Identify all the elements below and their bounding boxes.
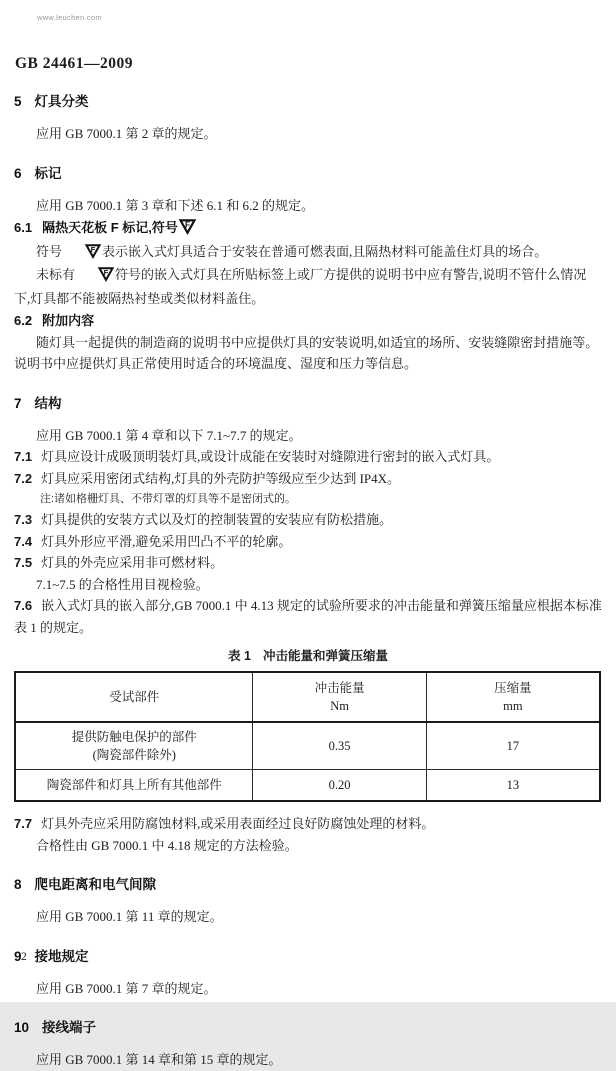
- header-text: 压缩量: [494, 681, 532, 695]
- clause-6-2-body: 随灯具一起提供的制造商的说明书中应提供灯具的安装说明,如适宜的场所、安装缝隙密封措施等。说明书中应提供灯具正常使用时适合的环境温度、湿度和压力等信息。: [14, 334, 599, 371]
- clause-text: 灯具外壳应采用防腐蚀材料,或采用表面经过良好防腐蚀处理的材料。: [41, 816, 435, 831]
- section-8-heading: [14, 875, 602, 895]
- clause-7-7: [14, 813, 602, 835]
- clause-text: 灯具应设计成吸顶明装灯具,或设计成能在安装时对缝隙进行密封的嵌入式灯具。: [41, 449, 500, 464]
- svg-text:F: F: [184, 219, 190, 230]
- section-title: 爬电距离和电气间隙: [34, 877, 157, 892]
- cell-part: [15, 722, 253, 770]
- clause-7-5-extra: 7.1~7.5 的合格性用目视检验。: [36, 576, 209, 592]
- clause-7-5: [14, 552, 602, 574]
- cell-compression: 13: [426, 770, 600, 802]
- header-text: 受试部件: [109, 690, 160, 704]
- section-title: 灯具分类: [34, 94, 89, 109]
- section-number: 8: [14, 877, 22, 892]
- section-6-body: 应用 GB 7000.1 第 3 章和下述 6.1 和 6.2 的规定。: [36, 197, 315, 213]
- clause-text: 灯具应采用密闭式结构,灯具的外壳防护等级应至少达到 IP4X。: [41, 470, 401, 486]
- clause-7-2: [14, 468, 602, 490]
- clause-6-1-heading: [14, 217, 602, 241]
- cell-text: 提供防触电保护的部件: [71, 730, 197, 744]
- page-content: [14, 0, 602, 1071]
- clause-number: 6.2: [14, 313, 33, 328]
- cell-text: (陶瓷部件除外): [92, 748, 176, 762]
- section-7-body: 应用 GB 7000.1 第 4 章和以下 7.1~7.7 的规定。: [36, 427, 302, 443]
- header-text: 冲击能量: [314, 681, 365, 695]
- section-6-heading: [14, 164, 602, 184]
- section-5-heading: [14, 92, 602, 112]
- clause-7-6: [14, 595, 602, 638]
- section-title: 结构: [34, 395, 62, 411]
- standard-number: GB 24461—2009: [15, 55, 134, 72]
- section-5-body: 应用 GB 7000.1 第 2 章的规定。: [36, 126, 217, 141]
- clause-6-2-heading: [14, 310, 602, 332]
- clause-number: 7.3: [14, 512, 33, 527]
- f-mark-icon: [63, 243, 101, 265]
- site-watermark: www.leuchen.com: [37, 13, 102, 22]
- page-number: 2: [21, 951, 27, 963]
- clause-text: 嵌入式灯具的嵌入部分,GB 7000.1 中 4.13 规定的试验所要求的冲击能量和弹簧压缩量应根据本标准表 1 的规定。: [14, 598, 602, 635]
- clause-number: 7.5: [14, 555, 33, 570]
- table-1-caption: [14, 646, 602, 664]
- f-mark-icon: [179, 219, 196, 241]
- section-9-body: 应用 GB 7000.1 第 7 章的规定。: [36, 980, 217, 996]
- section-7-heading: [14, 394, 602, 414]
- section-title: 标记: [34, 165, 62, 181]
- cell-compression: 17: [426, 722, 600, 770]
- table-header-row: [15, 672, 600, 722]
- f-mark-icon: [76, 266, 114, 288]
- text-run: 未标有: [36, 267, 76, 282]
- section-9-heading: [14, 947, 602, 967]
- clause-number: 7.7: [14, 816, 33, 831]
- clause-7-7-extra: 合格性由 GB 7000.1 中 4.18 规定的方法检验。: [36, 837, 298, 853]
- section-number: 7: [14, 395, 22, 411]
- section-8-body: 应用 GB 7000.1 第 11 章的规定。: [36, 909, 223, 924]
- clause-number: 7.2: [14, 470, 33, 486]
- clause-number: 7.4: [14, 533, 33, 549]
- section-10-heading: [14, 1018, 602, 1038]
- table-title: 冲击能量和弹簧压缩量: [262, 649, 388, 663]
- clause-number: 6.1: [14, 220, 33, 235]
- clause-7-1: [14, 446, 602, 468]
- column-header-part: [15, 672, 253, 722]
- header-unit: Nm: [330, 699, 349, 713]
- clause-7-3: [14, 509, 602, 531]
- clause-text: 灯具的外壳应采用非可燃材料。: [41, 555, 224, 570]
- clause-number: 7.6: [14, 598, 33, 613]
- table-row: [15, 770, 600, 802]
- section-number: 5: [14, 94, 22, 109]
- column-header-compression: [426, 672, 600, 722]
- clause-6-1-paragraph-1: [14, 241, 602, 265]
- section-10-body: 应用 GB 7000.1 第 14 章和第 15 章的规定。: [36, 1052, 282, 1067]
- cell-impact: 0.20: [253, 770, 426, 802]
- section-title: 接线端子: [42, 1020, 97, 1035]
- svg-text:F: F: [90, 244, 96, 254]
- cell-part: 陶瓷部件和灯具上所有其他部件: [15, 770, 253, 802]
- clause-title: 附加内容: [42, 313, 95, 328]
- section-number: 10: [14, 1020, 30, 1035]
- clause-6-1-paragraph-2: [14, 264, 602, 309]
- table-label: 表 1: [228, 649, 251, 663]
- section-number: 9: [14, 948, 22, 964]
- text-run: 符号: [36, 243, 63, 259]
- table-row: [15, 722, 600, 770]
- section-title: 接地规定: [34, 948, 89, 964]
- clause-text: 灯具提供的安装方式以及灯的控制装置的安装应有防松措施。: [41, 512, 393, 527]
- text-run: 符号的嵌入式灯具在所贴标签上或厂方提供的说明书中应有警告,说明不管什么情况下,灯具都不能被隔热衬垫或类似材料盖住。: [14, 267, 587, 306]
- clause-7-2-note: 注:诸如格栅灯具、不带灯罩的灯具等不是密闭式的。: [40, 493, 297, 505]
- column-header-impact-energy: [253, 672, 426, 722]
- header-unit: mm: [503, 699, 523, 713]
- text-run: 表示嵌入式灯具适合于安装在普通可燃表面,且隔热材料可能盖住灯具的场合。: [102, 243, 548, 259]
- cell-impact: 0.35: [253, 722, 426, 770]
- table-1: [14, 671, 601, 802]
- clause-7-4: [14, 531, 602, 553]
- clause-text: 灯具外形应平滑,避免采用凹凸不平的轮廓。: [41, 533, 292, 549]
- clause-title: 隔热天花板 F 标记,符号: [42, 220, 178, 235]
- svg-text:F: F: [103, 267, 109, 277]
- section-number: 6: [14, 165, 22, 181]
- clause-number: 7.1: [14, 449, 33, 464]
